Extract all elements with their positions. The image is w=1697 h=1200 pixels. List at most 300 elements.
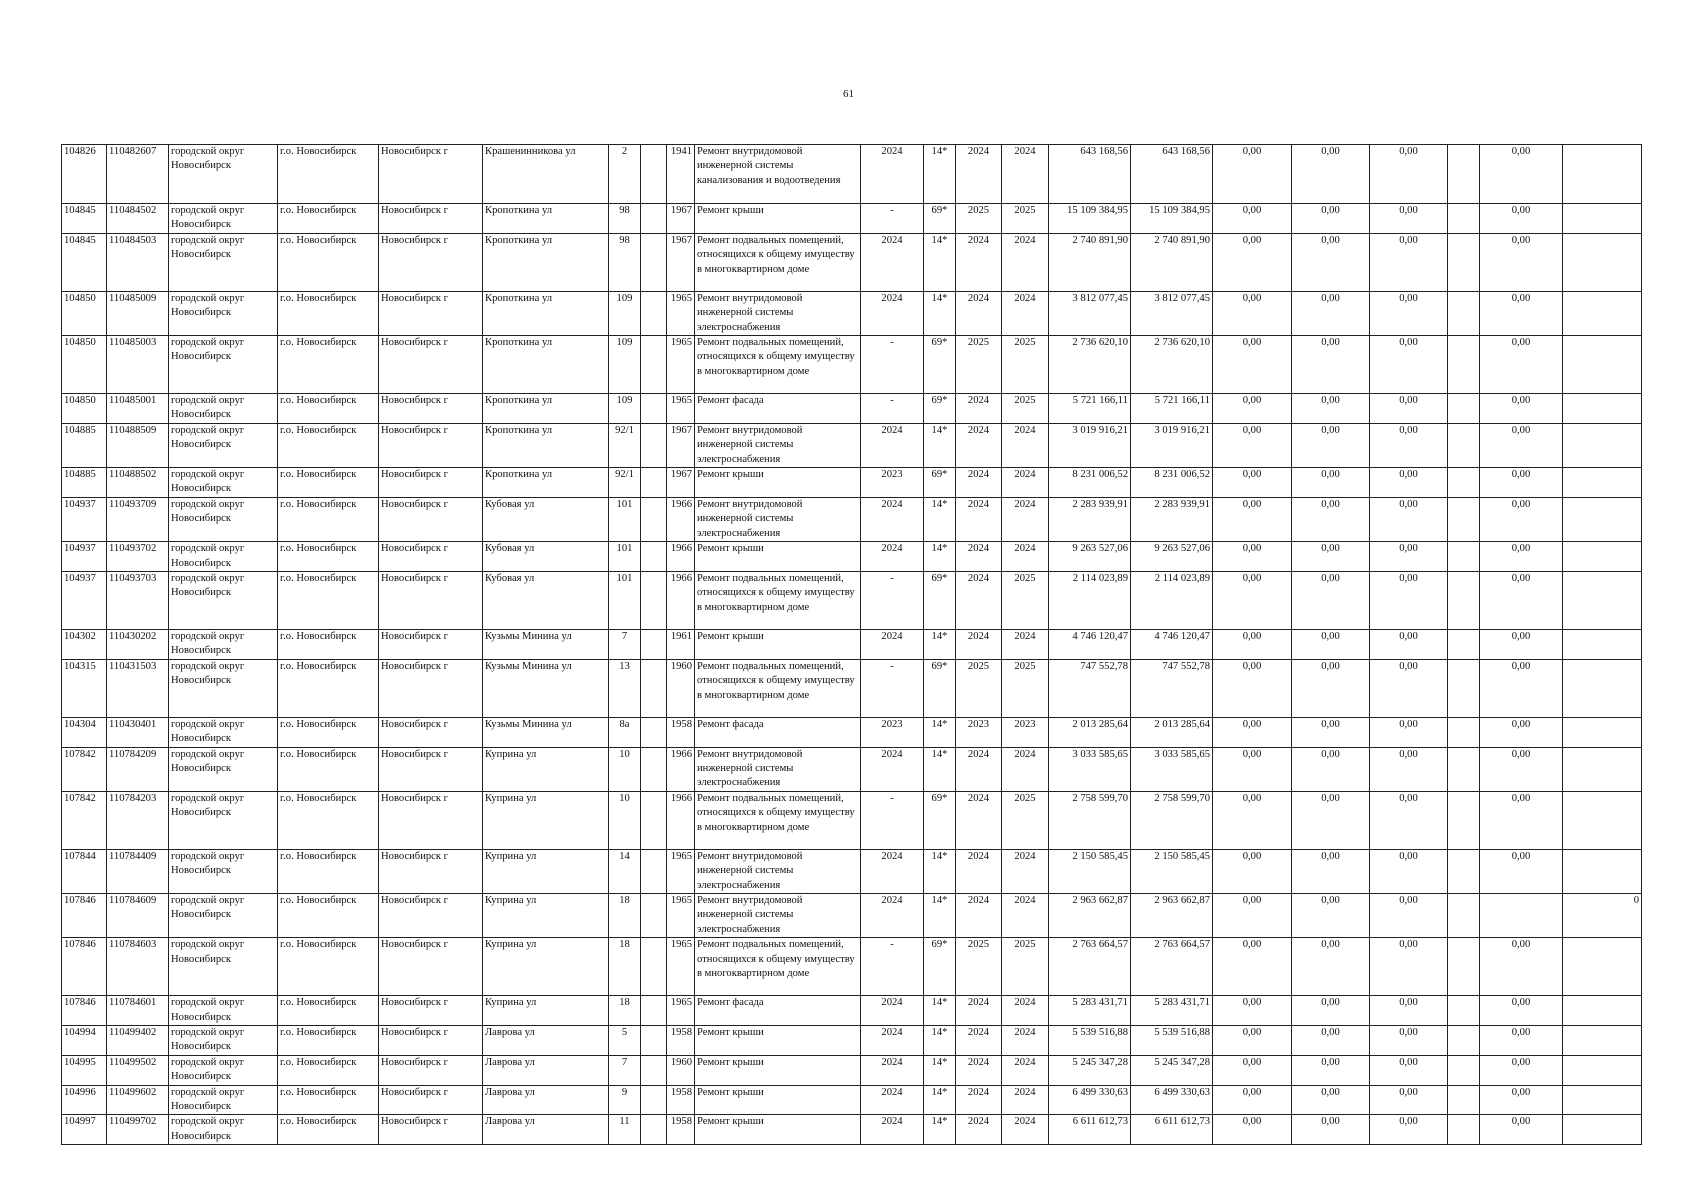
empty-cell [1448,659,1480,717]
build-year-cell: 1960 [667,659,695,717]
federal-funds-cell: 0,00 [1213,423,1292,467]
object-id-cell: 110493702 [107,542,169,572]
municipality-cell: городской округ Новосибирск [169,659,278,717]
municipality-cell: городской округ Новосибирск [169,996,278,1026]
owners-funds-cell: 0,00 [1480,791,1563,849]
previous-year-cell: 2023 [861,717,924,747]
local-funds-cell: 0,00 [1370,497,1448,541]
empty-cell [1448,468,1480,498]
building-cell [641,571,667,629]
owners-funds-cell: 0,00 [1480,291,1563,335]
previous-year-cell: 2024 [861,145,924,204]
norm-cell: 14* [924,717,956,747]
house-number-cell: 2 [609,145,641,204]
regional-funds-cell: 0,00 [1292,791,1370,849]
owners-funds-cell: 0,00 [1480,849,1563,893]
house-id-cell: 104845 [62,204,107,234]
end-year-cell: 2024 [1002,1115,1049,1145]
owners-funds-cell: 0,00 [1480,1055,1563,1085]
house-id-cell: 104994 [62,1026,107,1056]
regional-funds-cell: 0,00 [1292,233,1370,291]
build-year-cell: 1965 [667,893,695,937]
total-cost-cell: 8 231 006,52 [1049,468,1131,498]
extra-cell [1563,629,1642,659]
previous-year-cell: 2024 [861,996,924,1026]
house-number-cell: 101 [609,571,641,629]
house-number-cell: 109 [609,291,641,335]
norm-cell: 14* [924,1055,956,1085]
start-year-cell: 2024 [956,291,1002,335]
previous-year-cell: 2023 [861,468,924,498]
table-row [62,571,1642,629]
end-year-cell: 2024 [1002,893,1049,937]
start-year-cell: 2025 [956,204,1002,234]
municipality-cell: городской округ Новосибирск [169,938,278,996]
object-id-cell: 110499402 [107,1026,169,1056]
total-cost-cell: 6 499 330,63 [1049,1085,1131,1115]
object-id-cell: 110493703 [107,571,169,629]
fund-cost-cell: 2 013 285,64 [1131,717,1213,747]
start-year-cell: 2024 [956,1115,1002,1145]
norm-cell: 14* [924,497,956,541]
work-type-cell: Ремонт внутридомовой инженерной системы электроснабжения [695,423,861,467]
fund-cost-cell: 4 746 120,47 [1131,629,1213,659]
total-cost-cell: 2 740 891,90 [1049,233,1131,291]
start-year-cell: 2024 [956,629,1002,659]
end-year-cell: 2025 [1002,659,1049,717]
house-id-cell: 104850 [62,291,107,335]
regional-funds-cell: 0,00 [1292,1055,1370,1085]
municipal-district-cell: г.о. Новосибирск [278,497,379,541]
fund-cost-cell: 3 019 916,21 [1131,423,1213,467]
street-cell: Куприна ул [483,747,609,791]
local-funds-cell: 0,00 [1370,571,1448,629]
settlement-cell: Новосибирск г [379,145,483,204]
table-row [62,542,1642,572]
empty-cell [1448,629,1480,659]
local-funds-cell: 0,00 [1370,145,1448,204]
start-year-cell: 2024 [956,571,1002,629]
fund-cost-cell: 8 231 006,52 [1131,468,1213,498]
total-cost-cell: 2 763 664,57 [1049,938,1131,996]
norm-cell: 14* [924,1026,956,1056]
object-id-cell: 110784603 [107,938,169,996]
municipality-cell: городской округ Новосибирск [169,291,278,335]
street-cell: Лаврова ул [483,1055,609,1085]
fund-cost-cell: 2 963 662,87 [1131,893,1213,937]
owners-funds-cell: 0,00 [1480,747,1563,791]
end-year-cell: 2024 [1002,497,1049,541]
start-year-cell: 2024 [956,849,1002,893]
house-id-cell: 104304 [62,717,107,747]
previous-year-cell: 2024 [861,423,924,467]
norm-cell: 14* [924,145,956,204]
building-cell [641,291,667,335]
work-type-cell: Ремонт крыши [695,1055,861,1085]
fund-cost-cell: 747 552,78 [1131,659,1213,717]
municipal-district-cell: г.о. Новосибирск [278,717,379,747]
table-row [62,893,1642,937]
extra-cell [1563,791,1642,849]
municipality-cell: городской округ Новосибирск [169,468,278,498]
norm-cell: 14* [924,233,956,291]
norm-cell: 69* [924,791,956,849]
start-year-cell: 2024 [956,893,1002,937]
empty-cell [1448,1026,1480,1056]
local-funds-cell: 0,00 [1370,1115,1448,1145]
federal-funds-cell: 0,00 [1213,893,1292,937]
extra-cell [1563,938,1642,996]
owners-funds-cell: 0,00 [1480,542,1563,572]
street-cell: Куприна ул [483,938,609,996]
norm-cell: 14* [924,542,956,572]
build-year-cell: 1966 [667,542,695,572]
local-funds-cell: 0,00 [1370,659,1448,717]
previous-year-cell: 2024 [861,233,924,291]
owners-funds-cell: 0,00 [1480,204,1563,234]
total-cost-cell: 15 109 384,95 [1049,204,1131,234]
house-number-cell: 92/1 [609,468,641,498]
extra-cell [1563,996,1642,1026]
house-number-cell: 13 [609,659,641,717]
municipality-cell: городской округ Новосибирск [169,1085,278,1115]
fund-cost-cell: 643 168,56 [1131,145,1213,204]
table-row [62,747,1642,791]
settlement-cell: Новосибирск г [379,423,483,467]
work-type-cell: Ремонт подвальных помещений, относящихся к общему имуществу в многоквартирном доме [695,659,861,717]
empty-cell [1448,791,1480,849]
settlement-cell: Новосибирск г [379,1026,483,1056]
table-row [62,629,1642,659]
house-id-cell: 104315 [62,659,107,717]
municipality-cell: городской округ Новосибирск [169,233,278,291]
regional-funds-cell: 0,00 [1292,717,1370,747]
empty-cell [1448,291,1480,335]
build-year-cell: 1958 [667,1115,695,1145]
federal-funds-cell: 0,00 [1213,468,1292,498]
end-year-cell: 2024 [1002,849,1049,893]
end-year-cell: 2024 [1002,145,1049,204]
end-year-cell: 2024 [1002,1026,1049,1056]
page-number: 61 [843,88,854,100]
start-year-cell: 2024 [956,791,1002,849]
build-year-cell: 1965 [667,394,695,424]
norm-cell: 69* [924,468,956,498]
build-year-cell: 1965 [667,849,695,893]
municipal-district-cell: г.о. Новосибирск [278,468,379,498]
object-id-cell: 110430202 [107,629,169,659]
norm-cell: 69* [924,571,956,629]
total-cost-cell: 2 283 939,91 [1049,497,1131,541]
work-type-cell: Ремонт внутридомовой инженерной системы электроснабжения [695,291,861,335]
owners-funds-cell: 0,00 [1480,659,1563,717]
municipality-cell: городской округ Новосибирск [169,1115,278,1145]
empty-cell [1448,542,1480,572]
start-year-cell: 2024 [956,423,1002,467]
street-cell: Лаврова ул [483,1115,609,1145]
municipal-district-cell: г.о. Новосибирск [278,204,379,234]
table-row [62,233,1642,291]
municipal-district-cell: г.о. Новосибирск [278,659,379,717]
total-cost-cell: 5 245 347,28 [1049,1055,1131,1085]
object-id-cell: 110485001 [107,394,169,424]
settlement-cell: Новосибирск г [379,747,483,791]
municipality-cell: городской округ Новосибирск [169,145,278,204]
local-funds-cell: 0,00 [1370,1085,1448,1115]
municipality-cell: городской округ Новосибирск [169,747,278,791]
total-cost-cell: 3 033 585,65 [1049,747,1131,791]
federal-funds-cell: 0,00 [1213,204,1292,234]
owners-funds-cell: 0,00 [1480,1115,1563,1145]
federal-funds-cell: 0,00 [1213,291,1292,335]
total-cost-cell: 5 283 431,71 [1049,996,1131,1026]
end-year-cell: 2025 [1002,204,1049,234]
building-cell [641,394,667,424]
municipality-cell: городской округ Новосибирск [169,893,278,937]
capital-repair-register-table [61,144,1642,1145]
object-id-cell: 110499602 [107,1085,169,1115]
extra-cell [1563,1085,1642,1115]
house-id-cell: 104850 [62,336,107,394]
previous-year-cell: 2024 [861,1026,924,1056]
object-id-cell: 110430401 [107,717,169,747]
regional-funds-cell: 0,00 [1292,394,1370,424]
building-cell [641,717,667,747]
federal-funds-cell: 0,00 [1213,394,1292,424]
house-number-cell: 109 [609,336,641,394]
start-year-cell: 2024 [956,233,1002,291]
fund-cost-cell: 2 758 599,70 [1131,791,1213,849]
work-type-cell: Ремонт фасада [695,996,861,1026]
object-id-cell: 110784203 [107,791,169,849]
work-type-cell: Ремонт крыши [695,1026,861,1056]
settlement-cell: Новосибирск г [379,996,483,1026]
settlement-cell: Новосибирск г [379,629,483,659]
settlement-cell: Новосибирск г [379,571,483,629]
municipal-district-cell: г.о. Новосибирск [278,423,379,467]
regional-funds-cell: 0,00 [1292,291,1370,335]
municipal-district-cell: г.о. Новосибирск [278,291,379,335]
table-row [62,1055,1642,1085]
regional-funds-cell: 0,00 [1292,629,1370,659]
object-id-cell: 110484502 [107,204,169,234]
house-number-cell: 5 [609,1026,641,1056]
empty-cell [1448,996,1480,1026]
build-year-cell: 1965 [667,938,695,996]
extra-cell [1563,1055,1642,1085]
federal-funds-cell: 0,00 [1213,717,1292,747]
end-year-cell: 2024 [1002,996,1049,1026]
extra-cell [1563,336,1642,394]
house-id-cell: 104845 [62,233,107,291]
house-number-cell: 98 [609,233,641,291]
object-id-cell: 110499702 [107,1115,169,1145]
end-year-cell: 2025 [1002,938,1049,996]
start-year-cell: 2024 [956,996,1002,1026]
total-cost-cell: 3 812 077,45 [1049,291,1131,335]
house-id-cell: 104995 [62,1055,107,1085]
previous-year-cell: - [861,204,924,234]
fund-cost-cell: 2 740 891,90 [1131,233,1213,291]
federal-funds-cell: 0,00 [1213,1115,1292,1145]
work-type-cell: Ремонт внутридомовой инженерной системы электроснабжения [695,747,861,791]
local-funds-cell: 0,00 [1370,893,1448,937]
end-year-cell: 2025 [1002,394,1049,424]
municipality-cell: городской округ Новосибирск [169,717,278,747]
regional-funds-cell: 0,00 [1292,336,1370,394]
federal-funds-cell: 0,00 [1213,145,1292,204]
municipal-district-cell: г.о. Новосибирск [278,791,379,849]
municipality-cell: городской округ Новосибирск [169,1055,278,1085]
house-id-cell: 104885 [62,423,107,467]
local-funds-cell: 0,00 [1370,938,1448,996]
owners-funds-cell: 0,00 [1480,717,1563,747]
federal-funds-cell: 0,00 [1213,659,1292,717]
table-row [62,497,1642,541]
house-id-cell: 104937 [62,497,107,541]
object-id-cell: 110493709 [107,497,169,541]
extra-cell [1563,659,1642,717]
settlement-cell: Новосибирск г [379,1085,483,1115]
federal-funds-cell: 0,00 [1213,1026,1292,1056]
total-cost-cell: 747 552,78 [1049,659,1131,717]
norm-cell: 69* [924,336,956,394]
building-cell [641,145,667,204]
local-funds-cell: 0,00 [1370,542,1448,572]
settlement-cell: Новосибирск г [379,233,483,291]
local-funds-cell: 0,00 [1370,747,1448,791]
house-number-cell: 7 [609,629,641,659]
empty-cell [1448,1085,1480,1115]
house-id-cell: 104996 [62,1085,107,1115]
street-cell: Кропоткина ул [483,291,609,335]
end-year-cell: 2024 [1002,1085,1049,1115]
building-cell [641,497,667,541]
local-funds-cell: 0,00 [1370,336,1448,394]
object-id-cell: 110784409 [107,849,169,893]
municipality-cell: городской округ Новосибирск [169,336,278,394]
house-number-cell: 109 [609,394,641,424]
start-year-cell: 2024 [956,1026,1002,1056]
house-number-cell: 18 [609,938,641,996]
municipality-cell: городской округ Новосибирск [169,849,278,893]
owners-funds-cell: 0,00 [1480,468,1563,498]
municipality-cell: городской округ Новосибирск [169,1026,278,1056]
table-row [62,996,1642,1026]
house-number-cell: 11 [609,1115,641,1145]
local-funds-cell: 0,00 [1370,233,1448,291]
regional-funds-cell: 0,00 [1292,849,1370,893]
municipality-cell: городской округ Новосибирск [169,542,278,572]
street-cell: Кропоткина ул [483,233,609,291]
house-number-cell: 14 [609,849,641,893]
work-type-cell: Ремонт подвальных помещений, относящихся к общему имуществу в многоквартирном доме [695,233,861,291]
settlement-cell: Новосибирск г [379,542,483,572]
fund-cost-cell: 5 721 166,11 [1131,394,1213,424]
settlement-cell: Новосибирск г [379,291,483,335]
empty-cell [1448,893,1480,937]
total-cost-cell: 5 721 166,11 [1049,394,1131,424]
empty-cell [1448,849,1480,893]
owners-funds-cell: 0,00 [1480,394,1563,424]
local-funds-cell: 0,00 [1370,629,1448,659]
house-id-cell: 104302 [62,629,107,659]
total-cost-cell: 9 263 527,06 [1049,542,1131,572]
norm-cell: 69* [924,394,956,424]
house-number-cell: 18 [609,996,641,1026]
norm-cell: 14* [924,1085,956,1115]
building-cell [641,996,667,1026]
total-cost-cell: 2 114 023,89 [1049,571,1131,629]
building-cell [641,849,667,893]
work-type-cell: Ремонт крыши [695,468,861,498]
owners-funds-cell: 0,00 [1480,1085,1563,1115]
municipal-district-cell: г.о. Новосибирск [278,233,379,291]
work-type-cell: Ремонт подвальных помещений, относящихся к общему имуществу в многоквартирном доме [695,571,861,629]
settlement-cell: Новосибирск г [379,659,483,717]
empty-cell [1448,336,1480,394]
building-cell [641,1026,667,1056]
building-cell [641,423,667,467]
house-number-cell: 7 [609,1055,641,1085]
house-number-cell: 101 [609,542,641,572]
object-id-cell: 110488509 [107,423,169,467]
owners-funds-cell: 0,00 [1480,629,1563,659]
street-cell: Кропоткина ул [483,423,609,467]
settlement-cell: Новосибирск г [379,497,483,541]
table-body [62,145,1642,1145]
object-id-cell: 110499502 [107,1055,169,1085]
house-number-cell: 8а [609,717,641,747]
regional-funds-cell: 0,00 [1292,423,1370,467]
end-year-cell: 2024 [1002,468,1049,498]
total-cost-cell: 643 168,56 [1049,145,1131,204]
work-type-cell: Ремонт крыши [695,204,861,234]
extra-cell [1563,394,1642,424]
street-cell: Куприна ул [483,893,609,937]
federal-funds-cell: 0,00 [1213,233,1292,291]
build-year-cell: 1958 [667,717,695,747]
empty-cell [1448,233,1480,291]
settlement-cell: Новосибирск г [379,717,483,747]
municipal-district-cell: г.о. Новосибирск [278,893,379,937]
total-cost-cell: 2 758 599,70 [1049,791,1131,849]
house-number-cell: 101 [609,497,641,541]
extra-cell [1563,233,1642,291]
extra-cell [1563,1026,1642,1056]
fund-cost-cell: 15 109 384,95 [1131,204,1213,234]
norm-cell: 69* [924,204,956,234]
end-year-cell: 2024 [1002,747,1049,791]
building-cell [641,336,667,394]
object-id-cell: 110482607 [107,145,169,204]
municipal-district-cell: г.о. Новосибирск [278,1026,379,1056]
owners-funds-cell: 0,00 [1480,571,1563,629]
owners-funds-cell: 0,00 [1480,938,1563,996]
local-funds-cell: 0,00 [1370,717,1448,747]
settlement-cell: Новосибирск г [379,204,483,234]
municipal-district-cell: г.о. Новосибирск [278,145,379,204]
previous-year-cell: 2024 [861,542,924,572]
municipal-district-cell: г.о. Новосибирск [278,1085,379,1115]
previous-year-cell: - [861,938,924,996]
extra-cell [1563,423,1642,467]
start-year-cell: 2024 [956,1055,1002,1085]
settlement-cell: Новосибирск г [379,849,483,893]
table-row [62,1026,1642,1056]
build-year-cell: 1958 [667,1085,695,1115]
extra-cell [1563,747,1642,791]
